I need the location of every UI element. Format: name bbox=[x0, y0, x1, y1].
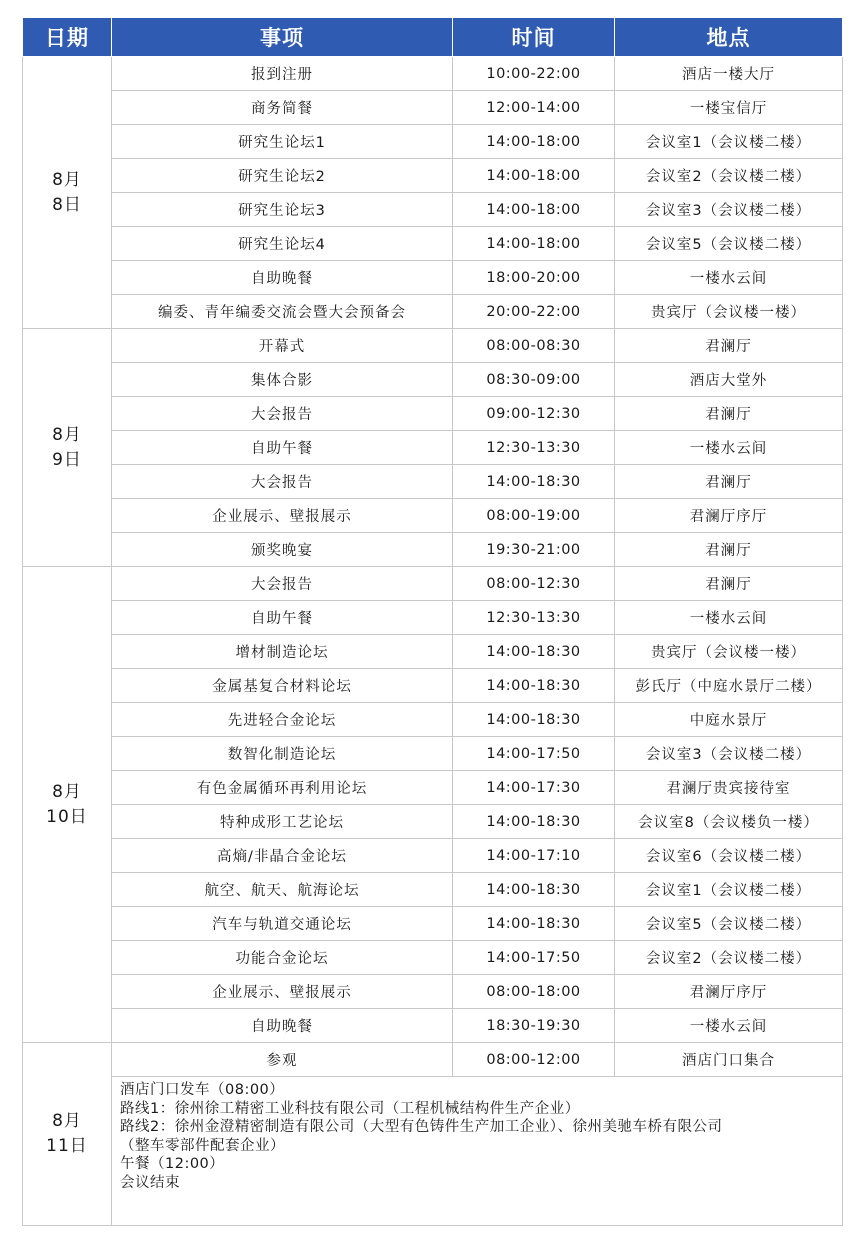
event-cell: 研究生论坛4 bbox=[112, 227, 453, 261]
event-cell: 金属基复合材料论坛 bbox=[112, 669, 453, 703]
place-cell: 君澜厅 bbox=[615, 465, 843, 499]
day-label-line: 8日 bbox=[52, 194, 82, 215]
day-label-line: 10日 bbox=[46, 806, 88, 827]
note-line: 会议结束 bbox=[120, 1174, 180, 1191]
event-cell: 增材制造论坛 bbox=[112, 635, 453, 669]
table-row bbox=[23, 159, 843, 193]
time-cell: 08:00-08:30 bbox=[453, 329, 615, 363]
place-cell: 一楼宝信厅 bbox=[615, 91, 843, 125]
place-cell: 会议室1（会议楼二楼） bbox=[615, 125, 843, 159]
place-cell: 会议室2（会议楼二楼） bbox=[615, 159, 843, 193]
table-row bbox=[23, 329, 843, 363]
table-row bbox=[23, 941, 843, 975]
event-cell: 颁奖晚宴 bbox=[112, 533, 453, 567]
place-cell: 君澜厅 bbox=[615, 329, 843, 363]
time-cell: 14:00-17:30 bbox=[453, 771, 615, 805]
header-event: 事项 bbox=[112, 18, 453, 57]
time-cell: 14:00-18:30 bbox=[453, 703, 615, 737]
place-cell: 君澜厅序厅 bbox=[615, 975, 843, 1009]
table-row bbox=[23, 703, 843, 737]
place-cell: 一楼水云间 bbox=[615, 431, 843, 465]
place-cell: 一楼水云间 bbox=[615, 1009, 843, 1043]
table-row bbox=[23, 465, 843, 499]
event-cell: 研究生论坛2 bbox=[112, 159, 453, 193]
place-cell: 会议室2（会议楼二楼） bbox=[615, 941, 843, 975]
note-line: 路线1：徐州徐工精密工业科技有限公司（工程机械结构件生产企业） bbox=[120, 1100, 580, 1117]
table-row bbox=[23, 1043, 843, 1077]
table-row bbox=[23, 431, 843, 465]
place-cell: 一楼水云间 bbox=[615, 261, 843, 295]
table-row bbox=[23, 91, 843, 125]
event-cell: 企业展示、壁报展示 bbox=[112, 499, 453, 533]
time-cell: 14:00-18:30 bbox=[453, 465, 615, 499]
note-line: （整车零部件配套企业） bbox=[120, 1137, 285, 1154]
place-cell: 君澜厅贵宾接待室 bbox=[615, 771, 843, 805]
time-cell: 18:00-20:00 bbox=[453, 261, 615, 295]
event-cell: 集体合影 bbox=[112, 363, 453, 397]
event-cell: 编委、青年编委交流会暨大会预备会 bbox=[112, 295, 453, 329]
note-line: 酒店门口发车（08:00） bbox=[120, 1082, 285, 1098]
table-row bbox=[23, 975, 843, 1009]
time-cell: 12:30-13:30 bbox=[453, 431, 615, 465]
place-cell: 酒店一楼大厅 bbox=[615, 57, 843, 91]
place-cell: 会议室5（会议楼二楼） bbox=[615, 907, 843, 941]
day-label-line: 9日 bbox=[52, 449, 82, 470]
table-row bbox=[23, 839, 843, 873]
time-cell: 10:00-22:00 bbox=[453, 57, 615, 91]
time-cell: 08:30-09:00 bbox=[453, 363, 615, 397]
day-label-line: 11日 bbox=[46, 1136, 88, 1156]
event-cell: 自助午餐 bbox=[112, 601, 453, 635]
day-label bbox=[23, 1043, 112, 1226]
table-row bbox=[23, 227, 843, 261]
place-cell: 贵宾厅（会议楼一楼） bbox=[615, 635, 843, 669]
event-cell: 汽车与轨道交通论坛 bbox=[112, 907, 453, 941]
table-row bbox=[23, 193, 843, 227]
place-cell: 一楼水云间 bbox=[615, 601, 843, 635]
day-label-line: 8月 bbox=[52, 781, 82, 802]
time-cell: 08:00-12:30 bbox=[453, 567, 615, 601]
place-cell: 彭氏厅（中庭水景厅二楼） bbox=[615, 669, 843, 703]
time-cell: 14:00-18:30 bbox=[453, 805, 615, 839]
event-cell: 有色金属循环再利用论坛 bbox=[112, 771, 453, 805]
place-cell: 贵宾厅（会议楼一楼） bbox=[615, 295, 843, 329]
event-cell: 先进轻合金论坛 bbox=[112, 703, 453, 737]
time-cell: 08:00-19:00 bbox=[453, 499, 615, 533]
time-cell: 08:00-18:00 bbox=[453, 975, 615, 1009]
table-row bbox=[23, 499, 843, 533]
header-date: 日期 bbox=[23, 18, 112, 57]
time-cell: 14:00-18:00 bbox=[453, 125, 615, 159]
event-cell: 研究生论坛3 bbox=[112, 193, 453, 227]
event-cell: 特种成形工艺论坛 bbox=[112, 805, 453, 839]
place-cell: 君澜厅 bbox=[615, 533, 843, 567]
place-cell: 会议室5（会议楼二楼） bbox=[615, 227, 843, 261]
table-row bbox=[23, 635, 843, 669]
event-cell: 商务简餐 bbox=[112, 91, 453, 125]
place-cell: 酒店门口集合 bbox=[615, 1043, 843, 1077]
event-cell: 自助晚餐 bbox=[112, 1009, 453, 1043]
place-cell: 会议室8（会议楼负一楼） bbox=[615, 805, 843, 839]
table-row bbox=[23, 907, 843, 941]
place-cell: 君澜厅序厅 bbox=[615, 499, 843, 533]
table-row bbox=[23, 1009, 843, 1043]
notes-row bbox=[23, 1077, 843, 1226]
day-label-line: 8月 bbox=[52, 169, 82, 190]
day-label bbox=[23, 329, 112, 567]
day-label bbox=[23, 567, 112, 1043]
place-cell: 会议室6（会议楼二楼） bbox=[615, 839, 843, 873]
time-cell: 09:00-12:30 bbox=[453, 397, 615, 431]
day-label bbox=[23, 57, 112, 329]
table-row bbox=[23, 805, 843, 839]
time-cell: 12:30-13:30 bbox=[453, 601, 615, 635]
table-row bbox=[23, 771, 843, 805]
table-row bbox=[23, 363, 843, 397]
table-row bbox=[23, 57, 843, 91]
table-row bbox=[23, 669, 843, 703]
time-cell: 14:00-18:00 bbox=[453, 193, 615, 227]
event-cell: 报到注册 bbox=[112, 57, 453, 91]
time-cell: 14:00-18:30 bbox=[453, 907, 615, 941]
table-row bbox=[23, 567, 843, 601]
event-cell: 大会报告 bbox=[112, 567, 453, 601]
day-label-line: 8月 bbox=[52, 1111, 82, 1131]
table-row bbox=[23, 601, 843, 635]
place-cell: 中庭水景厅 bbox=[615, 703, 843, 737]
table-row bbox=[23, 737, 843, 771]
time-cell: 08:00-12:00 bbox=[453, 1043, 615, 1077]
time-cell: 18:30-19:30 bbox=[453, 1009, 615, 1043]
event-cell: 研究生论坛1 bbox=[112, 125, 453, 159]
header-time: 时间 bbox=[453, 18, 615, 57]
place-cell: 酒店大堂外 bbox=[615, 363, 843, 397]
header-place: 地点 bbox=[615, 18, 843, 57]
time-cell: 14:00-18:00 bbox=[453, 227, 615, 261]
note-line: 路线2：徐州金澄精密制造有限公司（大型有色铸件生产加工企业）、徐州美驰车桥有限公司 bbox=[120, 1119, 723, 1135]
event-cell: 参观 bbox=[112, 1043, 453, 1077]
day-label-line: 8月 bbox=[52, 424, 82, 445]
time-cell: 14:00-17:50 bbox=[453, 941, 615, 975]
schedule-table bbox=[22, 17, 843, 1226]
header-row bbox=[23, 18, 843, 57]
time-cell: 14:00-18:30 bbox=[453, 635, 615, 669]
event-cell: 数智化制造论坛 bbox=[112, 737, 453, 771]
place-cell: 会议室1（会议楼二楼） bbox=[615, 873, 843, 907]
time-cell: 19:30-21:00 bbox=[453, 533, 615, 567]
table-row bbox=[23, 397, 843, 431]
event-cell: 功能合金论坛 bbox=[112, 941, 453, 975]
time-cell: 14:00-18:30 bbox=[453, 669, 615, 703]
event-cell: 大会报告 bbox=[112, 397, 453, 431]
time-cell: 20:00-22:00 bbox=[453, 295, 615, 329]
visit-notes bbox=[112, 1077, 843, 1226]
place-cell: 君澜厅 bbox=[615, 567, 843, 601]
event-cell: 自助午餐 bbox=[112, 431, 453, 465]
time-cell: 12:00-14:00 bbox=[453, 91, 615, 125]
place-cell: 会议室3（会议楼二楼） bbox=[615, 737, 843, 771]
event-cell: 自助晚餐 bbox=[112, 261, 453, 295]
table-row bbox=[23, 261, 843, 295]
table-row bbox=[23, 295, 843, 329]
time-cell: 14:00-17:50 bbox=[453, 737, 615, 771]
place-cell: 会议室3（会议楼二楼） bbox=[615, 193, 843, 227]
table-row bbox=[23, 125, 843, 159]
event-cell: 高熵/非晶合金论坛 bbox=[112, 839, 453, 873]
table-row bbox=[23, 533, 843, 567]
time-cell: 14:00-18:30 bbox=[453, 873, 615, 907]
event-cell: 大会报告 bbox=[112, 465, 453, 499]
table-row bbox=[23, 873, 843, 907]
time-cell: 14:00-18:00 bbox=[453, 159, 615, 193]
note-line: 午餐（12:00） bbox=[120, 1156, 225, 1172]
event-cell: 开幕式 bbox=[112, 329, 453, 363]
time-cell: 14:00-17:10 bbox=[453, 839, 615, 873]
event-cell: 企业展示、壁报展示 bbox=[112, 975, 453, 1009]
event-cell: 航空、航天、航海论坛 bbox=[112, 873, 453, 907]
place-cell: 君澜厅 bbox=[615, 397, 843, 431]
